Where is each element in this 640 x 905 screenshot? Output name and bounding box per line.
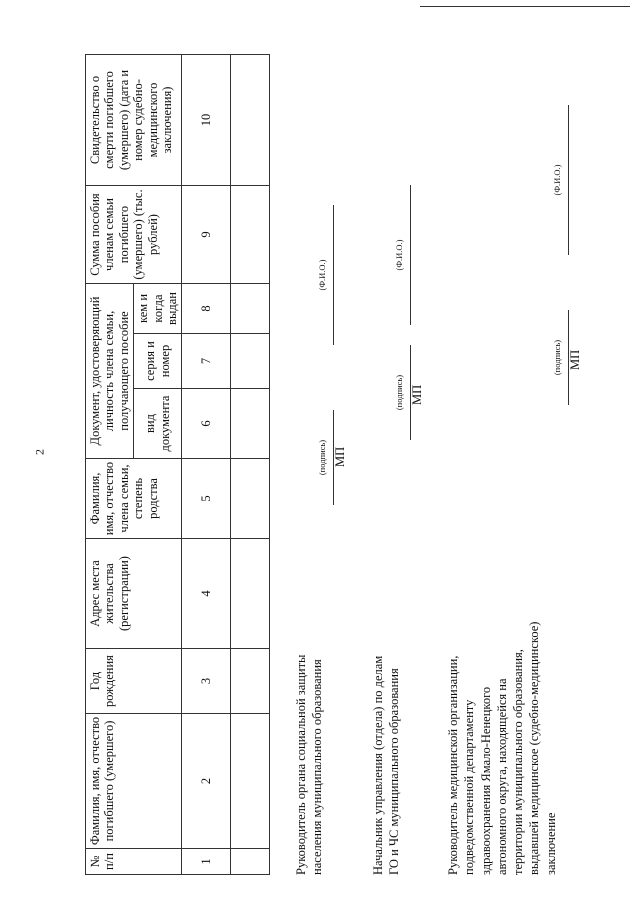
column-number-row	[182, 55, 231, 875]
column-number: 10	[182, 55, 231, 186]
column-number: 6	[182, 389, 231, 459]
signature-caption: (подпись)	[317, 439, 327, 476]
header-birth-year: Год рождения	[86, 649, 182, 714]
column-number: 4	[182, 539, 231, 649]
page-number: 2	[32, 449, 47, 455]
empty-cell	[231, 55, 270, 186]
empty-cell	[231, 714, 270, 849]
name-line	[410, 185, 411, 325]
header-identity-document: Документ, удостоверяющий личность члена семьи, получающего пособие	[86, 284, 134, 459]
name-caption: (Ф.И.О.)	[394, 239, 404, 271]
header-document-type: вид документа	[134, 389, 182, 459]
empty-cell	[231, 849, 270, 875]
name-line	[568, 105, 569, 255]
stamp-placeholder: МП	[568, 349, 582, 370]
top-edge-rule	[420, 6, 630, 7]
landscape-content	[85, 35, 625, 875]
header-address: Адрес места жительства (регистрации)	[86, 539, 182, 649]
registry-table	[85, 54, 270, 875]
header-death-certificate: Свидетельство о смерти погибшего (умершего) (дата и номер судебно-медицинского заключения)	[86, 55, 182, 186]
column-number: 9	[182, 186, 231, 284]
column-number: 8	[182, 284, 231, 334]
header-series-number: серия и номер	[134, 334, 182, 389]
name-caption: (Ф.И.О.)	[317, 259, 327, 291]
column-number: 3	[182, 649, 231, 714]
column-number: 2	[182, 714, 231, 849]
column-number: 7	[182, 334, 231, 389]
empty-cell	[231, 459, 270, 539]
signature-block-medical-organization	[445, 35, 582, 875]
column-number: 1	[182, 849, 231, 875]
name-line	[333, 205, 334, 345]
empty-cell	[231, 389, 270, 459]
empty-cell	[231, 649, 270, 714]
empty-data-row	[231, 55, 270, 875]
empty-cell	[231, 334, 270, 389]
stamp-placeholder: МП	[333, 446, 347, 467]
header-deceased-name: Фамилия, имя, отчество погибшего (умершего)	[86, 714, 182, 849]
empty-cell	[231, 186, 270, 284]
signatory-title: Руководитель органа социальной защиты населения муниципального образования	[294, 654, 325, 875]
signature-caption: (подпись)	[552, 339, 562, 376]
signature-caption: (подпись)	[394, 374, 404, 411]
empty-cell	[231, 284, 270, 334]
header-issued-by: кем и когда выдан	[134, 284, 182, 334]
name-caption: (Ф.И.О.)	[552, 164, 562, 196]
header-family-member: Фамилия, имя, отчество члена семьи, степень родства	[86, 459, 182, 539]
signature-block-social-protection	[293, 35, 373, 875]
signatory-title: Руководитель медицинской организации, подведомственной департаменту здравоохранения Ямало-Ненецкого автономного округа, находящейся на территории муниципального образования, выдавшей медицинское (судебно-медицинское) заключение	[446, 621, 558, 875]
stamp-placeholder: МП	[410, 384, 424, 405]
column-number: 5	[182, 459, 231, 539]
signatory-title: Начальник управления (отдела) по делам ГО и ЧС муниципального образования	[371, 655, 402, 875]
empty-cell	[231, 539, 270, 649]
signature-block-civil-defense	[370, 35, 450, 875]
header-number: № п/п	[86, 849, 182, 875]
header-benefit-amount: Сумма пособия членам семьи погибшего (умершего) (тыс. рублей)	[86, 186, 182, 284]
